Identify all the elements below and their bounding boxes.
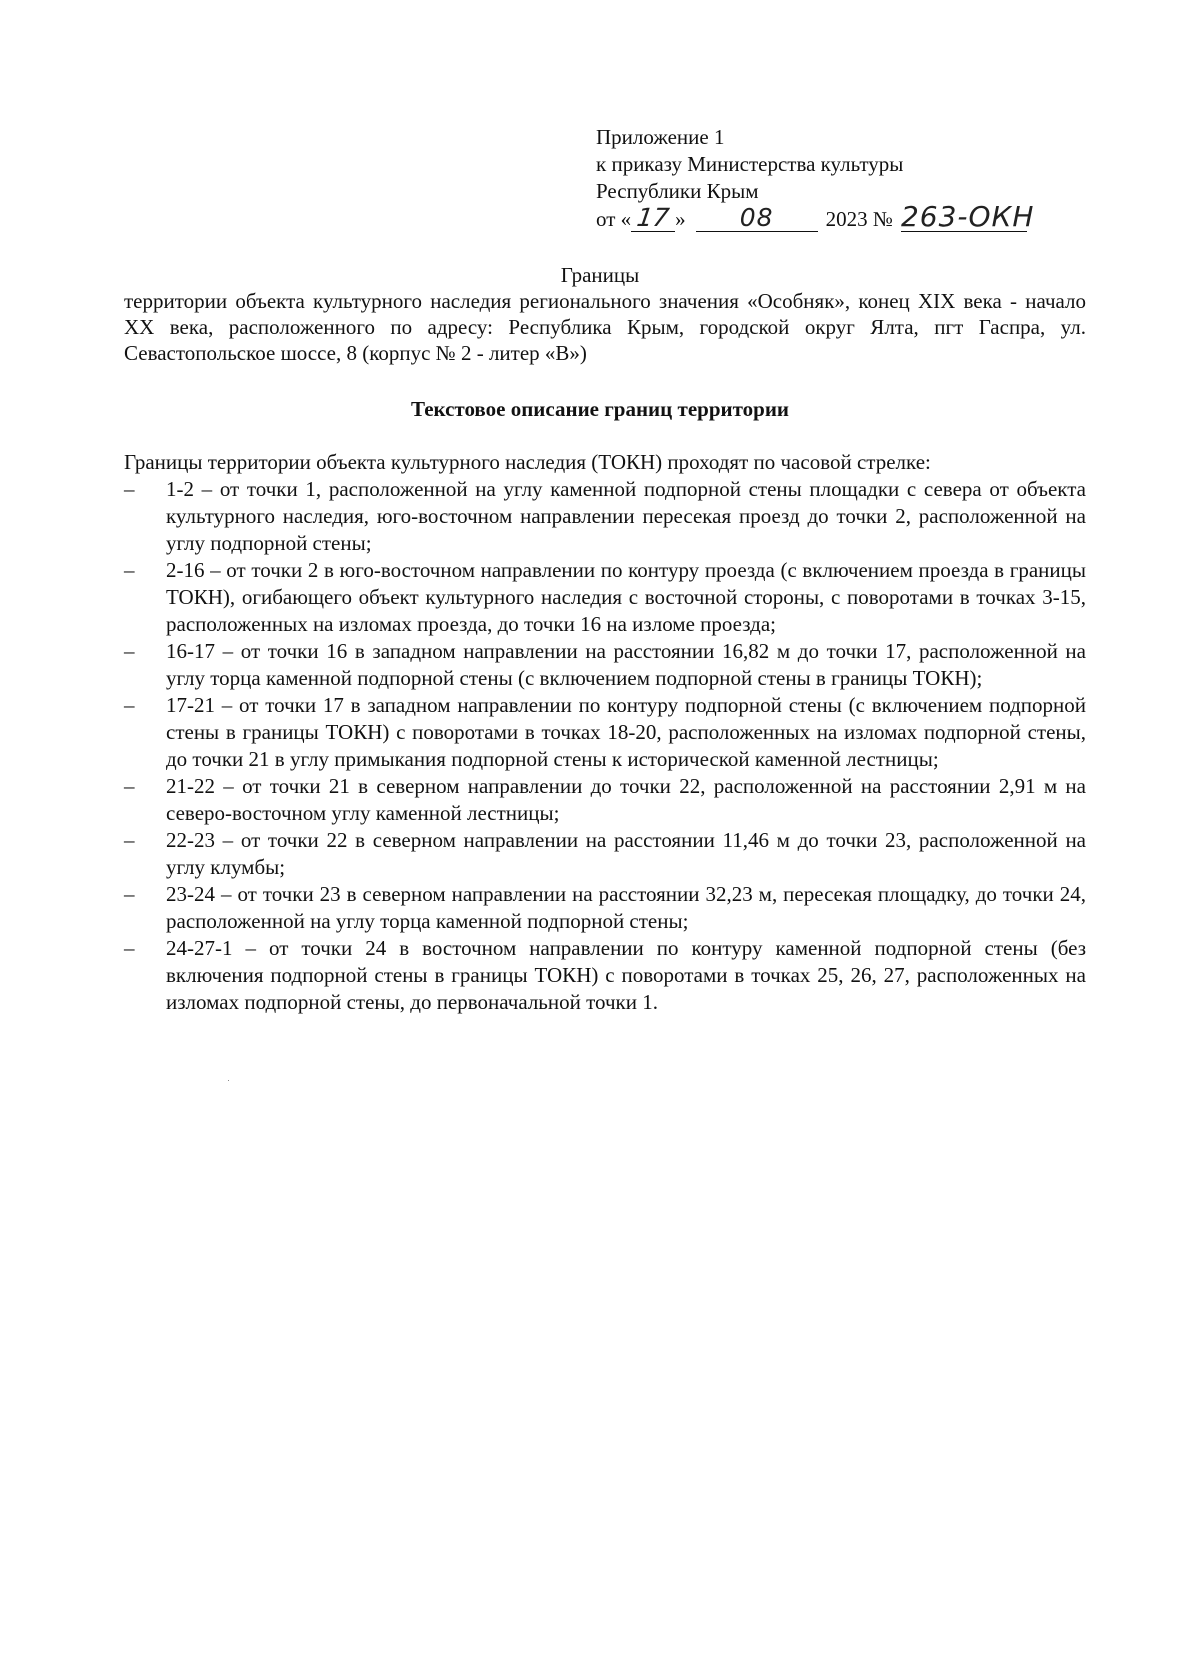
list-item [124,881,1086,935]
day-field [631,203,675,232]
list-item [124,638,1086,692]
list-item-text: 22-23 – от точки 22 в северном направлении на расстоянии 11,46 м до точки 23, расположенной на углу клумбы; [166,828,1086,879]
list-dash: – [124,558,135,582]
list-item-text: 16-17 – от точки 16 в западном направлении на расстоянии 16,82 м до точки 17, расположенной на углу торца каменной подпорной стены (с включением подпорной стены в границы ТОКН); [166,639,1086,690]
list-dash: – [124,477,135,501]
list-item-text: 23-24 – от точки 23 в северном направлении на расстоянии 32,23 м, пересекая площадку, до точки 24, расположенной на углу торца каменной подпорной стены; [166,882,1086,933]
order-date-line [596,200,1116,233]
date-suffix: » [675,207,686,231]
year-label: 2023 № [825,207,893,231]
section-heading: Текстовое описание границ территории [410,397,790,421]
list-item-text: 24-27-1 – от точки 24 в восточном направлении по контуру каменной подпорной стены (без включения подпорной стены в границы ТОКН) с поворотами в точках 25, 26, 27, расположенных на изломах подпорной стены, до первоначальной точки 1. [166,936,1086,1014]
list-item-text: 2-16 – от точки 2 в юго-восточном направлении по контуру проезда (с включением проезда в границы ТОКН), огибающего объект культурного наследия с восточной стороны, с поворотами в точках 3-15, расположенных на изломах проезда, до точки 16 на изломе проезда; [166,558,1086,636]
handwritten-order-number: 263-ОКН [900,200,1035,233]
order-number-field [900,200,1035,233]
intro-paragraph: Границы территории объекта культурного наследия (ТОКН) проходят по часовой стрелке: [124,450,931,474]
list-item [124,773,1086,827]
list-dash: – [124,639,135,663]
month-field [696,203,818,232]
date-prefix: от « [596,207,632,231]
list-item-text: 21-22 – от точки 21 в северном направлении до точки 22, расположенной на расстоянии 2,91 м на северо-восточном углу каменной лестницы; [166,774,1086,825]
appendix-block [596,124,1116,233]
list-item-text: 1-2 – от точки 1, расположенной на углу каменной подпорной стены площадки с севера от объекта культурного наследия, юго-восточном направлении пересекая проезд до точки 2, расположенной на углу подпорной стены; [166,477,1086,555]
list-dash: – [124,828,135,852]
list-item-text: 17-21 – от точки 17 в западном направлении по контуру подпорной стены (с включением подпорной стены в границы ТОКН) с поворотами в точках 18-20, расположенных на изломах подпорной стены, до точки 21 в углу примыкания подпорной стены к исторической каменной лестницы; [166,693,1086,771]
list-item [124,557,1086,638]
list-item [124,692,1086,773]
scan-speck [228,1080,229,1081]
list-dash: – [124,936,135,960]
order-reference: к приказу Министерства культуры [596,152,904,176]
boundary-list [124,476,1086,1016]
list-dash: – [124,693,135,717]
list-dash: – [124,774,135,798]
list-item [124,935,1086,1016]
republic-name: Республики Крым [596,179,759,203]
handwritten-month: 08 [739,203,774,232]
appendix-label: Приложение 1 [596,125,725,149]
list-item [124,827,1086,881]
document-title: Границы [560,263,640,287]
list-item [124,476,1086,557]
list-dash: – [124,882,135,906]
handwritten-day: 17 [635,203,672,232]
document-subtitle: территории объекта культурного наследия регионального значения «Особняк», конец XIX века - начало XX века, расположенного по адресу: Республика Крым, городской округ Ялта, пгт Гаспра, ул. Севастопольское шоссе, 8 (корпус № 2 - литер «В») [124,289,1086,365]
